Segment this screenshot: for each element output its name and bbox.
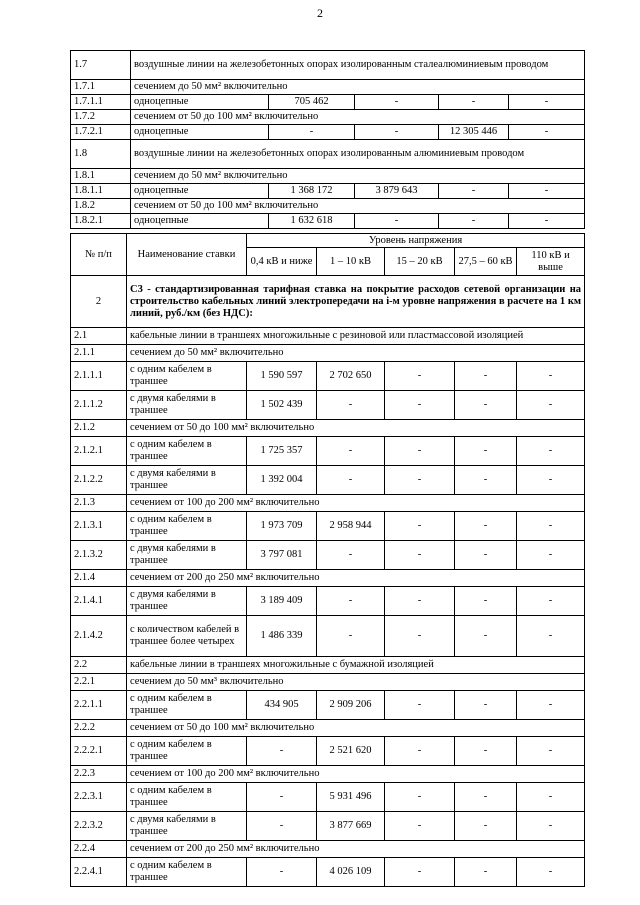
value-cell: - (455, 812, 517, 841)
value-cell: - (385, 512, 455, 541)
value-cell: - (517, 362, 585, 391)
section-label: сечением от 200 до 250 мм² включительно (127, 570, 585, 587)
value-cell: - (385, 362, 455, 391)
value-cell: - (355, 125, 439, 140)
value-cell: - (517, 541, 585, 570)
table-row (71, 362, 585, 391)
value-cell: - (385, 737, 455, 766)
value-cell: - (517, 691, 585, 720)
row-name: с двумя кабелями в траншее (127, 812, 247, 841)
value-cell: 3 879 643 (355, 184, 439, 199)
value-cell: 12 305 446 (439, 125, 509, 140)
section-label: сечением до 50 мм² включительно (131, 80, 585, 95)
value-cell: - (385, 466, 455, 495)
table-row (71, 328, 585, 345)
value-cell: - (247, 783, 317, 812)
header-col-5: 110 кВ и выше (517, 248, 585, 276)
header-voltage-level: Уровень напряжения (247, 234, 585, 248)
value-cell: - (439, 95, 509, 110)
value-cell: - (385, 691, 455, 720)
value-cell: - (509, 125, 585, 140)
table-row (71, 437, 585, 466)
row-name: с двумя кабелями в траншее (127, 391, 247, 420)
row-number: 2.2 (71, 657, 127, 674)
row-number: 2.1 (71, 328, 127, 345)
row-number: 1.8.2 (71, 199, 131, 214)
table-row (71, 95, 585, 110)
row-name: с одним кабелем в траншее (127, 512, 247, 541)
value-cell: - (385, 616, 455, 657)
row-name: с одним кабелем в траншее (127, 691, 247, 720)
section-label: сечением до 50 мм² включительно (127, 345, 585, 362)
table-row (71, 110, 585, 125)
value-cell: - (439, 214, 509, 229)
table-row (71, 587, 585, 616)
value-cell: - (317, 587, 385, 616)
table-row (71, 783, 585, 812)
row-number: 2.2.3.2 (71, 812, 127, 841)
row-name: одноцепные (131, 125, 269, 140)
value-cell: - (247, 858, 317, 887)
row-name: с одним кабелем в траншее (127, 858, 247, 887)
row-number: 1.7.2 (71, 110, 131, 125)
row-name: одноцепные (131, 184, 269, 199)
value-cell: - (317, 616, 385, 657)
section-label: сечением от 100 до 200 мм² включительно (127, 766, 585, 783)
table-row (71, 184, 585, 199)
value-cell: - (385, 783, 455, 812)
value-cell: - (455, 391, 517, 420)
row-number: 2.1.3.1 (71, 512, 127, 541)
header-name: Наименование ставки (127, 234, 247, 276)
section-label: воздушные линии на железобетонных опорах изолированным алюминиевым проводом (131, 140, 585, 169)
header-col-3: 15 – 20 кВ (385, 248, 455, 276)
row-number: 2.1.2.1 (71, 437, 127, 466)
value-cell: - (455, 512, 517, 541)
value-cell: - (317, 391, 385, 420)
row-name: с количеством кабелей в траншее более четырех (127, 616, 247, 657)
section-label: сечением от 200 до 250 мм² включительно (127, 841, 585, 858)
header-col-2: 1 – 10 кВ (317, 248, 385, 276)
table-row (71, 541, 585, 570)
value-cell: - (517, 587, 585, 616)
value-cell: 1 368 172 (269, 184, 355, 199)
table-row (71, 691, 585, 720)
table-row (71, 841, 585, 858)
value-cell: 3 797 081 (247, 541, 317, 570)
row-number: 2.1.4 (71, 570, 127, 587)
table-row (71, 570, 585, 587)
value-cell: 1 392 004 (247, 466, 317, 495)
value-cell: - (517, 812, 585, 841)
table-row (71, 737, 585, 766)
value-cell: - (455, 858, 517, 887)
value-cell: - (355, 214, 439, 229)
value-cell: 1 590 597 (247, 362, 317, 391)
value-cell: - (517, 512, 585, 541)
row-number: 1.8.1 (71, 169, 131, 184)
table-row (71, 657, 585, 674)
table-row (71, 214, 585, 229)
value-cell: - (385, 587, 455, 616)
value-cell: - (439, 184, 509, 199)
header-col-1: 0,4 кВ и ниже (247, 248, 317, 276)
value-cell: - (317, 466, 385, 495)
row-number: 2.1.2.2 (71, 466, 127, 495)
section-label: кабельные линии в траншеях многожильные с бумажной изоляцией (127, 657, 585, 674)
row-number: 2.1.4.2 (71, 616, 127, 657)
table-overhead-lines-body (71, 51, 585, 229)
value-cell: - (247, 737, 317, 766)
row-number: 2.1.4.1 (71, 587, 127, 616)
value-cell: - (247, 812, 317, 841)
row-number: 1.7.2.1 (71, 125, 131, 140)
value-cell: - (517, 391, 585, 420)
value-cell: 4 026 109 (317, 858, 385, 887)
value-cell: 1 502 439 (247, 391, 317, 420)
row-name: с одним кабелем в траншее (127, 362, 247, 391)
row-name: с одним кабелем в траншее (127, 737, 247, 766)
value-cell: - (455, 362, 517, 391)
table-row (71, 812, 585, 841)
value-cell: - (385, 391, 455, 420)
row-number: 2.1.1 (71, 345, 127, 362)
row-name: одноцепные (131, 214, 269, 229)
value-cell: 2 521 620 (317, 737, 385, 766)
value-cell: 5 931 496 (317, 783, 385, 812)
value-cell: - (509, 214, 585, 229)
section-label: сечением от 50 до 100 мм² включительно (131, 110, 585, 125)
table-row (71, 51, 585, 80)
table-row (71, 720, 585, 737)
table-row (71, 466, 585, 495)
value-cell: - (269, 125, 355, 140)
row-number: 2.2.4 (71, 841, 127, 858)
value-cell: - (385, 437, 455, 466)
value-cell: - (455, 616, 517, 657)
row-name: с одним кабелем в траншее (127, 437, 247, 466)
value-cell: - (455, 783, 517, 812)
value-cell: - (517, 858, 585, 887)
row-number: 2.2.2.1 (71, 737, 127, 766)
row-number: 2.1.1.1 (71, 362, 127, 391)
section-label: сечением от 50 до 100 мм² включительно (131, 199, 585, 214)
row-number: 2.2.4.1 (71, 858, 127, 887)
value-cell: - (517, 737, 585, 766)
value-cell: - (385, 858, 455, 887)
section-label: сечением от 50 до 100 мм² включительно (127, 420, 585, 437)
value-cell: 705 462 (269, 95, 355, 110)
row-number: 1.7.1 (71, 80, 131, 95)
table-cable-lines (70, 233, 585, 887)
row-number: 2.1.3 (71, 495, 127, 512)
value-cell: - (385, 812, 455, 841)
row-number: 1.7.1.1 (71, 95, 131, 110)
value-cell: - (455, 541, 517, 570)
value-cell: 3 877 669 (317, 812, 385, 841)
value-cell: - (317, 541, 385, 570)
value-cell: - (317, 437, 385, 466)
row-number: 1.7 (71, 51, 131, 80)
row-number: 1.8.2.1 (71, 214, 131, 229)
table-row (71, 80, 585, 95)
value-cell: - (509, 184, 585, 199)
row-name: с двумя кабелями в траншее (127, 466, 247, 495)
value-cell: - (455, 587, 517, 616)
table-row (71, 858, 585, 887)
value-cell: - (455, 437, 517, 466)
table-row (71, 420, 585, 437)
table-row (71, 512, 585, 541)
section-label: воздушные линии на железобетонных опорах изолированным сталеалюминиевым проводом (131, 51, 585, 80)
section-label: сечением от 50 до 100 мм² включительно (127, 720, 585, 737)
header-num: № п/п (71, 234, 127, 276)
value-cell: - (355, 95, 439, 110)
title-row-num: 2 (71, 276, 127, 328)
row-number: 2.2.2 (71, 720, 127, 737)
table-row (71, 199, 585, 214)
row-name: с одним кабелем в траншее (127, 783, 247, 812)
row-number: 2.2.3 (71, 766, 127, 783)
row-number: 1.8 (71, 140, 131, 169)
title-row-text: С3 - стандартизированная тарифная ставка на покрытие расходов сетевой организации на строительство кабельных линий электропередачи на i-м уровне напряжения в расчете на 1 км линий, руб./км (без НДС): (127, 276, 585, 328)
table-row (71, 616, 585, 657)
value-cell: - (455, 691, 517, 720)
table-overhead-lines (70, 50, 585, 229)
row-name: одноцепные (131, 95, 269, 110)
table-row (71, 495, 585, 512)
row-number: 1.8.1.1 (71, 184, 131, 199)
table-cable-lines-body (71, 328, 585, 887)
row-number: 2.2.1 (71, 674, 127, 691)
table-row (71, 125, 585, 140)
row-number: 2.2.3.1 (71, 783, 127, 812)
value-cell: 1 486 339 (247, 616, 317, 657)
table-row (71, 674, 585, 691)
value-cell: - (455, 737, 517, 766)
value-cell: - (517, 783, 585, 812)
value-cell: - (509, 95, 585, 110)
row-number: 2.1.1.2 (71, 391, 127, 420)
value-cell: 2 958 944 (317, 512, 385, 541)
row-number: 2.1.2 (71, 420, 127, 437)
value-cell: - (455, 466, 517, 495)
value-cell: 2 909 206 (317, 691, 385, 720)
section-label: сечением от 100 до 200 мм² включительно (127, 495, 585, 512)
value-cell: - (517, 437, 585, 466)
section-label: сечением до 50 мм² включительно (131, 169, 585, 184)
page-number: 2 (317, 6, 323, 20)
table-row (71, 766, 585, 783)
header-col-4: 27,5 – 60 кВ (455, 248, 517, 276)
row-number: 2.2.1.1 (71, 691, 127, 720)
value-cell: - (385, 541, 455, 570)
table-row (71, 140, 585, 169)
value-cell: 3 189 409 (247, 587, 317, 616)
section-label: кабельные линии в траншеях многожильные с резиновой или пластмассовой изоляцией (127, 328, 585, 345)
table-row (71, 391, 585, 420)
table-row (71, 345, 585, 362)
row-name: с двумя кабелями в траншее (127, 541, 247, 570)
value-cell: 1 725 357 (247, 437, 317, 466)
value-cell: 434 905 (247, 691, 317, 720)
value-cell: - (517, 466, 585, 495)
value-cell: 1 973 709 (247, 512, 317, 541)
section-label: сечением до 50 мм³ включительно (127, 674, 585, 691)
value-cell: 1 632 618 (269, 214, 355, 229)
table-row (71, 169, 585, 184)
row-number: 2.1.3.2 (71, 541, 127, 570)
value-cell: - (517, 616, 585, 657)
value-cell: 2 702 650 (317, 362, 385, 391)
row-name: с двумя кабелями в траншее (127, 587, 247, 616)
